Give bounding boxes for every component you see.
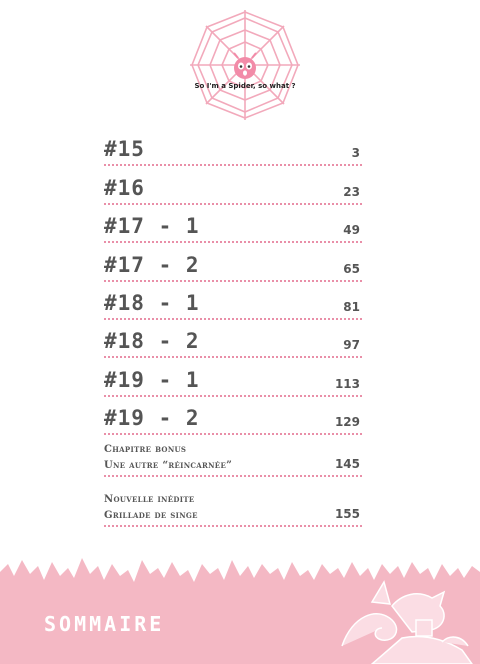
chapter-number: #16 (104, 175, 145, 200)
table-of-contents (104, 128, 362, 527)
page-number: 155 (334, 507, 360, 522)
chapter-number: #19 - 1 (104, 367, 200, 392)
monster-icon (332, 576, 480, 664)
page-number: 97 (343, 338, 360, 353)
chapter-number: #18 - 1 (104, 290, 200, 315)
spider-web-logo (186, 6, 304, 124)
toc-entry[interactable] (104, 243, 362, 281)
logo-title: So I'm a Spider, so what ? (194, 82, 296, 90)
bonus-title: Une autre “réincarnée” (104, 460, 233, 472)
bonus-heading: Chapitre bonus (104, 444, 187, 456)
page-number: 65 (343, 261, 360, 276)
toc-entry[interactable] (104, 320, 362, 358)
toc-bonus-entry[interactable] (104, 485, 362, 527)
toc-entry[interactable] (104, 358, 362, 396)
toc-entry[interactable] (104, 205, 362, 243)
page-number: 145 (334, 457, 360, 472)
toc-entry[interactable] (104, 128, 362, 166)
toc-entry[interactable] (104, 397, 362, 435)
monster-illustration (332, 576, 480, 664)
page-number: 81 (343, 299, 360, 314)
page-title: SOMMAIRE (44, 612, 165, 636)
page-number: 23 (343, 184, 360, 199)
page-number: 129 (334, 415, 360, 430)
toc-entry[interactable] (104, 282, 362, 320)
page-number: 113 (334, 376, 360, 391)
toc-bonus-entry[interactable] (104, 435, 362, 477)
bonus-heading: Nouvelle inédite (104, 494, 195, 506)
page-number: 3 (351, 146, 360, 161)
spider-web-icon (186, 6, 304, 124)
chapter-number: #19 - 2 (104, 406, 200, 431)
chapter-number: #17 - 1 (104, 214, 200, 239)
chapter-number: #17 - 2 (104, 252, 200, 277)
toc-entry[interactable] (104, 166, 362, 204)
chapter-number: #18 - 2 (104, 329, 200, 354)
chapter-number: #15 (104, 137, 145, 162)
bonus-title: Grillade de singe (104, 510, 198, 522)
page-number: 49 (343, 223, 360, 238)
